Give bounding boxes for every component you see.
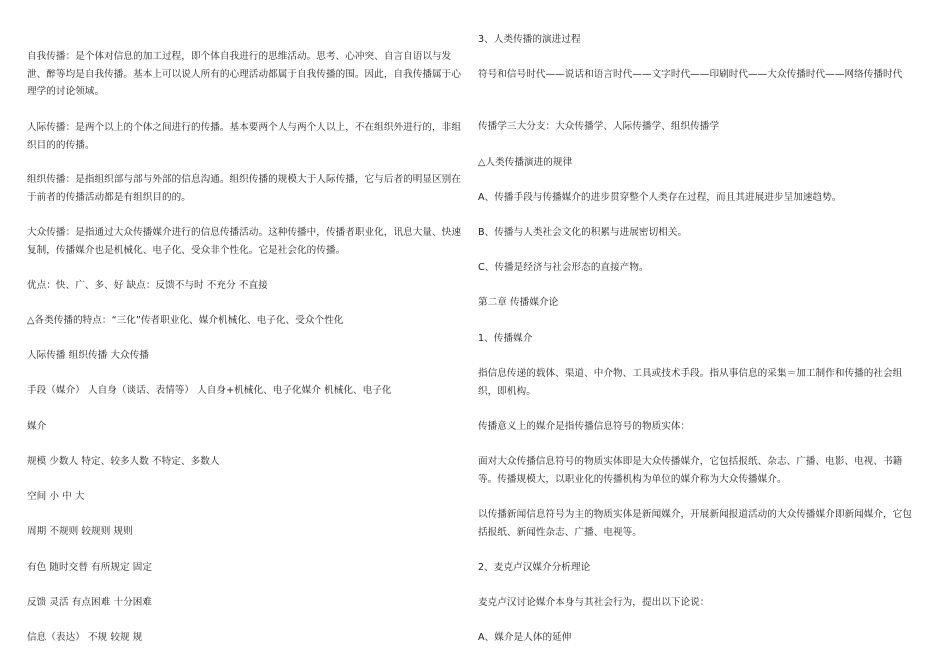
paragraph-organizational-communication: 组织传播：是指组织部与部与外部的信息沟通。组织传播的规模大于人际传播，它与后者的明显区别在于前者的传播活动都是有组织目的的。 <box>27 174 461 203</box>
comparison-row-feedback: 反馈 灵活 有点困难 十分困难 <box>27 597 153 608</box>
paragraph-features: △各类传播的特点：“三化”传者职业化、媒介机械化、电子化、受众个性化 <box>27 315 344 326</box>
comparison-header: 人际传播 组织传播 大众传播 <box>27 350 149 361</box>
comparison-row-media: 媒介 <box>27 421 47 432</box>
comparison-row-scale: 规模 少数人 特定、较多人数 不特定、多数人 <box>27 456 220 467</box>
comparison-row-color: 有色 随时交替 有所规定 固定 <box>27 562 153 573</box>
comparison-row-cycle: 周期 不规则 较规则 规则 <box>27 526 133 537</box>
rule-item-b: B、传播与人类社会文化的积累与进展密切相关。 <box>478 227 688 238</box>
comparison-row-means: 手段（媒介） 人自身（谈话、表情等） 人自身+机械化、电子化媒介 机械化、电子化 <box>27 385 392 396</box>
paragraph-news-media: 以传播新闻信息符号为主的物质实体是新闻媒介，开展新闻报道活动的大众传播媒介即新闻媒介，它包括报纸、新闻性杂志、广播、电视等。 <box>478 509 912 538</box>
paragraph-mass-media: 面对大众传播信息符号的物质实体即是大众传播媒介，它包括报纸、杂志、广播、电影、电视、书籍等。传播规模大，以职业化的传播机构为单位的媒介称为大众传播媒介。 <box>478 456 903 485</box>
section-heading-mcluhan: 2、麦克卢汉媒介分析理论 <box>478 562 591 573</box>
paragraph-mcluhan-intro: 麦克卢汉讨论媒介本身与其社会行为，提出以下论说： <box>478 597 710 608</box>
mcluhan-item-a: A、媒介是人体的延伸 <box>478 632 572 643</box>
paragraph-eras: 符号和信号时代——说话和语言时代——文字时代——印刷时代——大众传播时代——网络传播时代 <box>478 69 903 80</box>
paragraph-media-definition: 指信息传递的载体、渠道、中介物、工具或技术手段。指从事信息的采集＝加工制作和传播的社会组织，即机构。 <box>478 368 903 397</box>
section-heading-media: 1、传播媒介 <box>478 333 533 344</box>
comparison-row-information: 信息（表达） 不规 较规 规 <box>27 632 143 643</box>
paragraph-interpersonal-communication: 人际传播：是两个以上的个体之间进行的传播。基本要两个人与两个人以上，不在组织外进行的，非组织目的的传播。 <box>27 122 461 151</box>
paragraph-evolution-rules: △人类传播演进的规律 <box>478 157 573 168</box>
section-heading-evolution: 3、人类传播的演进过程 <box>478 34 581 45</box>
comparison-row-space: 空间 小 中 大 <box>27 491 85 502</box>
rule-item-c: C、传播是经济与社会形态的直接产物。 <box>478 262 649 273</box>
rule-item-a: A、传播手段与传播媒介的进步贯穿整个人类存在过程，而且其进展进步呈加速趋势。 <box>478 192 842 203</box>
paragraph-self-communication: 自我传播：是个体对信息的加工过程，即个体自我进行的思维活动。思考、心冲突、自言自语以与发泄、醉等均是自我传播。基本上可以说人所有的心理活动都属于自我传播的围。因此，自我传播属于心理学的讨论领域。 <box>27 51 461 97</box>
paragraph-pros-cons: 优点：快、广、多、好 缺点：反馈不与时 不充分 不直接 <box>27 280 268 291</box>
paragraph-media-meaning: 传播意义上的媒介是指传播信息符号的物质实体： <box>478 421 691 432</box>
paragraph-mass-communication: 大众传播：是指通过大众传播媒介进行的信息传播活动。这种传播中，传播者职业化，讯息大量、快速复制，传播媒介也是机械化、电子化、受众非个性化。它是社会化的传播。 <box>27 227 461 256</box>
chapter-heading: 第二章 传播媒介论 <box>478 297 559 308</box>
paragraph-branches: 传播学三大分支：大众传播学、人际传播学、组织传播学 <box>478 121 720 132</box>
